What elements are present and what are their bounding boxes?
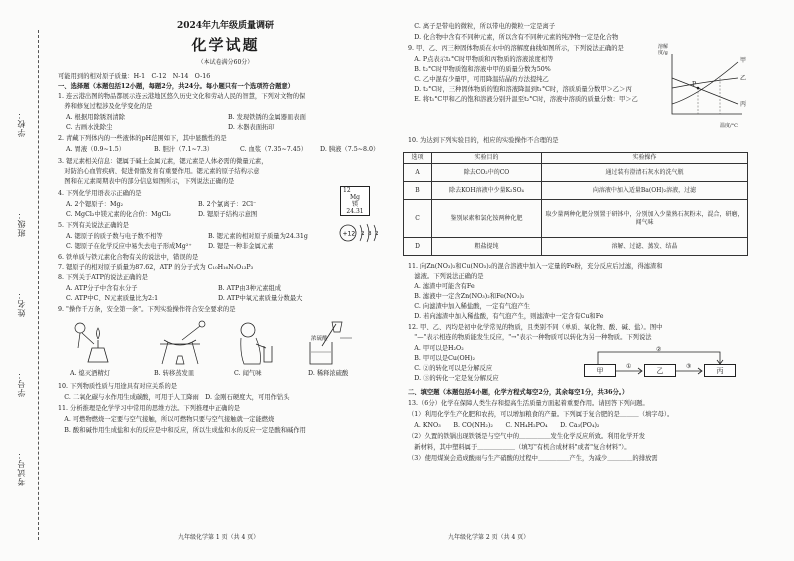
transform-question-stem: 12. 甲、乙、丙均是初中化学常见的物质，且类别不同（单质、氧化物、酸、碱、盐）。图中 xyxy=(408,324,663,331)
table-cell: A xyxy=(404,164,432,182)
transform-option-d: D. ③的转化一定是复分解反应 xyxy=(408,375,499,382)
school-label: 学校： xyxy=(17,110,26,137)
graph-x-label: 温度/°C xyxy=(720,123,739,129)
experiment-table xyxy=(403,152,748,256)
table-cell: 向溶液中加入适量Ba(OH)₂溶液，过滤 xyxy=(542,182,748,200)
table-header-operation: 实验操作 xyxy=(542,153,748,164)
q13-part1-options: A. KNO₃ B. CO(NH₂)₂ C. NH₄H₂PO₄ D. Ca₃(PO₄)₂ xyxy=(408,422,600,429)
table-cell: 鉴别尿素和氯化铵两种化肥 xyxy=(432,200,542,238)
smell-gas-illustration xyxy=(226,318,286,368)
class-label: 班级： xyxy=(17,210,26,237)
water-label: 浓硫酸 xyxy=(311,336,328,342)
q13-part2-b: 新材料，其中塑料属于＿＿＿＿＿＿（填写"有机合成材料"或者"复合材料"）。 xyxy=(408,444,631,451)
q5-option-d: D. 锶是一种非金属元素 xyxy=(208,243,274,250)
curve-label-bing: 丙 xyxy=(740,101,747,108)
transform-option-a: A. 甲可以是H₂O₂ xyxy=(408,345,464,352)
table-header-option: 选项 xyxy=(404,153,432,164)
q3-stem-3: 图和在元素周期表中的部分信息如图所示，下列说法正确的是 xyxy=(58,178,235,185)
exam-subject-title: 化学试题 xyxy=(191,36,260,54)
evaporating-dish-illustration xyxy=(150,318,210,368)
right-page-footer: 九年级化学第 2 页（共 4 页） xyxy=(448,534,530,541)
q1-option-a: A. 根据用除锈剂清除 xyxy=(66,114,125,121)
element-symbol: Mg xyxy=(350,194,360,201)
q1-option-d: D. 木器表面拓印 xyxy=(228,124,275,131)
table-cell: 取少量两种化肥分别置于研钵中，分别加入少量熟石灰粉末，混合，研磨，闻气味 xyxy=(542,200,748,238)
arrow-label-1: ① xyxy=(626,363,632,370)
metal-option-a: A. 滤渣中可能含有Fe xyxy=(408,283,475,290)
svg-text:2: 2 xyxy=(361,231,365,237)
q1-stem-2: 养和修复过程涉及化学变化的是 xyxy=(58,103,153,110)
q6-stem: 6. 铁单质与铁元素化合物有关的说法中，错误的是 xyxy=(58,254,199,261)
q9-option-b: B. 转移蒸发皿 xyxy=(154,370,195,377)
table-cell: D xyxy=(404,238,432,256)
section-one-heading: 一、选择题（本题包括12小题，每题2分，共24分。每小题只有一个选项符合题意） xyxy=(58,83,295,90)
q5-option-a: A. 锶原子的质子数与电子数不相等 xyxy=(66,233,163,240)
q-prev-option-c: C. 离子是带电的微粒，所以带电的微粒一定是离子 xyxy=(408,23,556,30)
q1-stem: 1. 连云港出图的物品都展示连云港地区悠久历史文化和劳动人民的智慧，下列对文物的保 xyxy=(58,93,306,100)
student-id-label: 学号： xyxy=(17,370,26,397)
q8-stem: 8. 下列关于ATP的说法正确的是 xyxy=(58,274,148,281)
left-column xyxy=(58,0,393,561)
q4-option-c: C. MgCl₂中镁元素的化合价：MgCl₂ xyxy=(66,211,171,218)
solubility-curve-graph xyxy=(658,48,746,128)
flow-box-bing: 丙 xyxy=(704,364,736,377)
periodic-tile xyxy=(340,186,370,216)
binding-strip xyxy=(0,0,52,561)
arrow-label-2: ② xyxy=(656,346,662,353)
q4-option-a: A. 2个锶原子：Mg₂ xyxy=(66,201,124,208)
q2-option-c: C. 血浆（7.35~7.45） xyxy=(240,146,308,153)
solubility-option-b: B. t₂°C时甲物质饱和溶液中甲的质量分数为50% xyxy=(408,66,551,73)
q13-part1: （1）利用化学生产化肥和农药，可以增加粮食的产量。下列属于复合肥的是＿＿＿（填字母）。 xyxy=(408,411,674,418)
graph-y-label: 溶解度/g xyxy=(658,44,669,56)
exam-subtitle: （本试卷满分60分） xyxy=(197,59,254,66)
q13-part3: （3）使用煤炭会造成酸雨与生产硝酸的过程中＿＿＿＿＿产生，为减少＿＿＿＿的排放需 xyxy=(408,455,658,462)
q9-option-a: A. 熄灭酒精灯 xyxy=(70,370,111,377)
metal-question-stem-2: 滤液。下列说法正确的是 xyxy=(408,273,484,280)
exam-no-label: 考试号： xyxy=(17,450,26,486)
q5-option-b: B. 锶元素的相对原子质量为24.31g xyxy=(208,233,308,240)
q10-stem: 10. 下列物质性质与用途具有对应关系的是 xyxy=(58,383,178,390)
table-cell: 通过装有澄清石灰水的洗气瓶 xyxy=(542,164,748,182)
right-column xyxy=(408,0,748,561)
q-prev-option-d: D. 化合物中含有不同种元素，所以含有不同种元素的纯净物一定是化合物 xyxy=(408,34,619,41)
q9-stem: 9. "操作千万条，安全第一条"。下列实验操作符合安全要求的是 xyxy=(58,306,236,313)
table-header-purpose: 实验目的 xyxy=(432,153,542,164)
point-p-label: P xyxy=(692,81,697,88)
flow-box-yi: 乙 xyxy=(644,364,676,377)
svg-text:8: 8 xyxy=(368,231,372,237)
metal-option-d: D. 若向滤渣中加入稀盐酸，有气泡产生，则滤渣中一定含有Cu和Fe xyxy=(408,313,604,320)
table-cell: 粗盐提纯 xyxy=(432,238,542,256)
extinguish-lamp-illustration xyxy=(68,318,128,368)
svg-text:2: 2 xyxy=(375,231,379,237)
table-cell: B xyxy=(404,182,432,200)
q7-stem: 7. 锶原子的相对原子质量为87.62，ATP 的分子式为 C₁₀H₁₆N₅O₁₃P₃ xyxy=(58,264,254,271)
arrow-label-3: ③ xyxy=(686,363,692,370)
q8-option-c: C. ATP中C、N元素质量比为2:1 xyxy=(66,295,159,302)
q5-option-c: C. 锶原子在化学反应中易失去电子形成Mg²⁺ xyxy=(66,243,192,250)
q4-option-d: D. 锶原子结构示意图 xyxy=(198,211,258,218)
q11-option-a: A. 可燃物燃烧一定要与空气接触，所以可燃物只要与空气接触就一定能燃烧 xyxy=(58,416,275,423)
q2-option-a: A. 胃液（0.9~1.5） xyxy=(66,146,126,153)
q13-part2: （2）久置的铁锅出现铁锈是与空气中的＿＿＿＿＿发生化学反应所致。利用化学开发 xyxy=(408,433,645,440)
metal-question-stem: 11. 向Zn(NO₃)₂和Cu(NO₃)₂的混合溶液中加入一定量的Fe粉，充分反应后过滤，得滤渣和 xyxy=(408,263,663,270)
solubility-option-c: C. 乙中混有少量甲，可用降温结晶的方法提纯乙 xyxy=(408,76,549,83)
solubility-option-d: D. t₂°C时，三种固体物质的饱和溶液降温到t₁°C时，溶质质量分数甲＞乙＞丙 xyxy=(408,86,632,93)
q1-option-b: B. 发现铁锈的金属器皿表面 xyxy=(228,114,306,121)
metal-option-b: B. 滤液中一定含Zn(NO₃)₂和Fe(NO₃)₂ xyxy=(408,293,525,300)
q5-stem: 5. 下列有关说法正确的是 xyxy=(58,222,129,229)
table-cell: C xyxy=(404,200,432,238)
transform-option-c: C. ②的转化可以是分解反应 xyxy=(408,365,493,372)
q8-option-a: A. ATP分子中含有水分子 xyxy=(66,285,138,292)
q2-option-b: B. 胆汁（7.1~7.3） xyxy=(154,146,214,153)
solubility-option-e: E. 将t₁°C甲和乙的饱和溶液分别升温至t₂°C时，溶液中溶质的质量分数：甲＞乙 xyxy=(408,96,638,103)
transform-question-stem-2: "—"表示相连的物质能发生反应，"→"表示一种物质可以转化为另一种物质。下列说法 xyxy=(408,334,652,341)
atomic-mass-line: 可能用到的相对原子质量：H-1 C-12 N-14 O-16 xyxy=(58,73,211,80)
q3-stem-2: 对防治心血管疾病、促进骨骼发育有重要作用。锶元素的原子结构示意 xyxy=(58,168,260,175)
q1-option-c: C. 古画水洗除尘 xyxy=(66,124,113,131)
exam-year-title: 2024年九年级质量调研 xyxy=(176,21,275,31)
section-two-heading: 二、填空题（本题包括4小题，化学方程式每空2分，其余每空1分，共36分。） xyxy=(408,389,629,396)
solubility-question-stem: 9. 甲、乙、丙三种固体物质在水中的溶解度曲线如图所示，下列说法正确的是 xyxy=(408,45,624,52)
q4-stem: 4. 下列化学用语表示正确的是 xyxy=(58,190,142,197)
table-cell: 溶解、过滤、蒸发、结晶 xyxy=(542,238,748,256)
metal-option-c: C. 向滤渣中加入稀盐酸，一定有气泡产生 xyxy=(408,303,530,310)
q9-option-d: D. 稀释浓硫酸 xyxy=(308,370,349,377)
curve-label-jia: 甲 xyxy=(740,57,747,64)
cut-line xyxy=(38,30,39,540)
atomic-number: 12 xyxy=(343,187,351,194)
q4-option-b: B. 2个氯离子：2Cl⁻ xyxy=(198,201,257,208)
flow-box-jia: 甲 xyxy=(584,364,616,377)
atomic-mass: 24.31 xyxy=(346,208,364,215)
name-label: 姓名： xyxy=(17,290,26,317)
q2-stem: 2. 青藏下列体内的一些液体的pH范围如下，其中显酸性的是 xyxy=(58,135,227,142)
q8-option-d: D. ATP中氧元素质量分数最大 xyxy=(218,295,303,302)
atom-structure-diagram xyxy=(336,220,386,246)
table-cell: 除去KOH溶液中少量K₂SO₄ xyxy=(432,182,542,200)
q8-option-b: B. ATP由3种元素组成 xyxy=(218,285,282,292)
q13-stem: 13.（6分）化学在保障人类生存和提高生活质量方面起着重要作用。请回答下列问题。 xyxy=(408,400,649,407)
q9-option-c: C. 闻气味 xyxy=(234,370,262,377)
svg-text:+12: +12 xyxy=(342,230,356,238)
q2-option-d: D. 胰液（7.5~8.0） xyxy=(320,146,380,153)
curve-label-yi: 乙 xyxy=(740,75,747,82)
element-name: 镁 xyxy=(351,201,358,208)
q11-option-b: B. 酸和碱作用生成盐和水的反应是中和反应，所以生成盐和水的反应一定是酸和碱作用 xyxy=(58,427,306,434)
solubility-option-a: A. P点表示t₁°C时甲物质和丙物质的溶液浓度相等 xyxy=(408,56,554,63)
q3-stem: 3. 锶元素相关信息：锶属于碱土金属元素，锶元素是人体必需的微量元素， xyxy=(58,158,268,165)
q11-stem: 11. 分析推理是化学学习中常用的思维方法。下列推理中正确的是 xyxy=(58,405,241,412)
table-cell: 除去CO₂中的CO xyxy=(432,164,542,182)
q10-options-cd: C. 二氧化碳与水作用生成碳酸，可用于人工降雨 D. 金刚石硬度大，可用作钻头 xyxy=(58,394,290,401)
transform-option-b: B. 甲可以是Cu(OH)₂ xyxy=(408,355,476,362)
left-page-footer: 九年级化学第 1 页（共 4 页） xyxy=(178,534,260,541)
experiment-question-stem: 10. 为达到下列实验目的，相应的实验操作不合理的是 xyxy=(408,137,559,144)
